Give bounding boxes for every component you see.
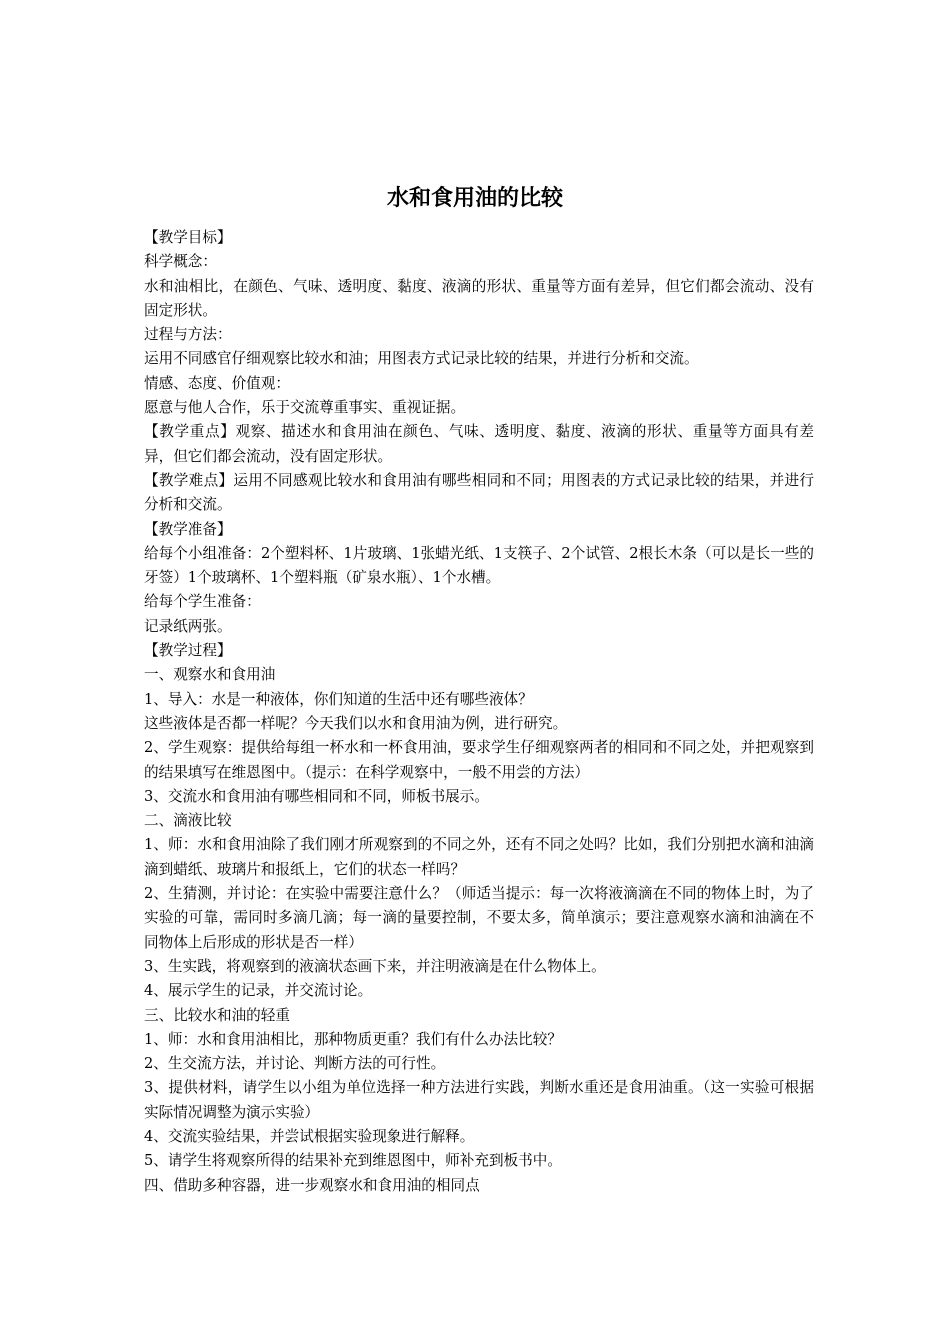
list-item: 3、生实践，将观察到的液滴状态画下来，并注明液滴是在什么物体上。: [144, 957, 606, 975]
list-item: 3、交流水和食用油有哪些相同和不同，师板书展示。: [144, 787, 489, 805]
paragraph-difficulties: 【教学难点】运用不同感观比较水和食用油有哪些相同和不同；用图表的方式记录比较的结果，并进行分析和交流。: [144, 471, 814, 514]
list-item: 4、展示学生的记录，并交流讨论。: [144, 982, 373, 1000]
paragraph-key-points: 【教学重点】观察、描述水和食用油在颜色、气味、透明度、黏度、液滴的形状、重量等方面具有差异，但它们都会流动，没有固定形状。: [144, 423, 814, 465]
list-item: 4、交流实验结果，并尝试根据实验现象进行解释。: [144, 1127, 475, 1145]
list-item: 2、生交流方法，并讨论、判断方法的可行性。: [144, 1055, 446, 1073]
paragraph: 运用不同感官仔细观察比较水和油；用图表方式记录比较的结果，并进行分析和交流。: [144, 350, 699, 368]
subheading-science-concept: 科学概念：: [144, 253, 217, 271]
document-title: 水和食用油的比较: [386, 186, 563, 211]
subsection-heading: 一、观察水和食用油: [144, 666, 276, 684]
list-item: 5、请学生将观察所得的结果补充到维恩图中，师补充到板书中。: [144, 1152, 562, 1170]
list-item: 1、师：水和食用油相比，那种物质更重？我们有什么办法比较？: [144, 1030, 562, 1048]
list-item: 2、生猜测，并讨论：在实验中需要注意什么？（师适当提示：每一次将液滴滴在不同的物体上时，为了实验的可靠，需同时多滴几滴；每一滴的量要控制，不要太多，简单演示；要注意观察水滴和油滴在不同物体上后形成的形状是否一样）: [144, 885, 814, 951]
paragraph: 给每个学生准备：: [144, 593, 261, 611]
paragraph: 水和油相比，在颜色、气味、透明度、黏度、液滴的形状、重量等方面有差异，但它们都会流动、没有固定形状。: [144, 277, 814, 319]
document-body: [144, 226, 814, 1198]
section-heading-preparation: 【教学准备】: [144, 520, 232, 538]
subsection-heading: 三、比较水和油的轻重: [144, 1006, 290, 1024]
paragraph: 愿意与他人合作，乐于交流尊重事实、重视证据。: [144, 399, 466, 417]
list-item: 3、提供材料，请学生以小组为单位选择一种方法进行实践，判断水重还是食用油重。（这一实验可根据实际情况调整为演示实验）: [144, 1079, 814, 1121]
subsection-heading: 二、滴液比较: [144, 812, 232, 830]
subheading-attitude: 情感、态度、价值观：: [144, 374, 290, 392]
list-item: 1、师：水和食用油除了我们刚才所观察到的不同之外，还有不同之处吗？比如，我们分别把水滴和油滴滴到蜡纸、玻璃片和报纸上，它们的状态一样吗？: [144, 836, 814, 878]
subheading-process-method: 过程与方法：: [144, 326, 232, 344]
list-item: 2、学生观察：提供给每组一杯水和一杯食用油，要求学生仔细观察两者的相同和不同之处，并把观察到的结果填写在维恩图中。（提示：在科学观察中，一般不用尝的方法）: [144, 739, 814, 781]
paragraph: 记录纸两张。: [144, 617, 232, 635]
list-item: 1、导入：水是一种液体，你们知道的生活中还有哪些液体？: [144, 690, 533, 708]
section-heading-objectives: 【教学目标】: [144, 229, 232, 246]
paragraph: 这些液体是否都一样呢？今天我们以水和食用油为例，进行研究。: [144, 714, 568, 732]
subsection-heading: 四、借助多种容器，进一步观察水和食用油的相同点: [144, 1176, 480, 1194]
section-heading-process: 【教学过程】: [144, 642, 232, 660]
paragraph: 给每个小组准备：2个塑料杯、1片玻璃、1张蜡光纸、1支筷子、2个试管、2根长木条（可以是长一些的牙签）1个玻璃杯、1个塑料瓶（矿泉水瓶）、1个水槽。: [144, 544, 814, 587]
